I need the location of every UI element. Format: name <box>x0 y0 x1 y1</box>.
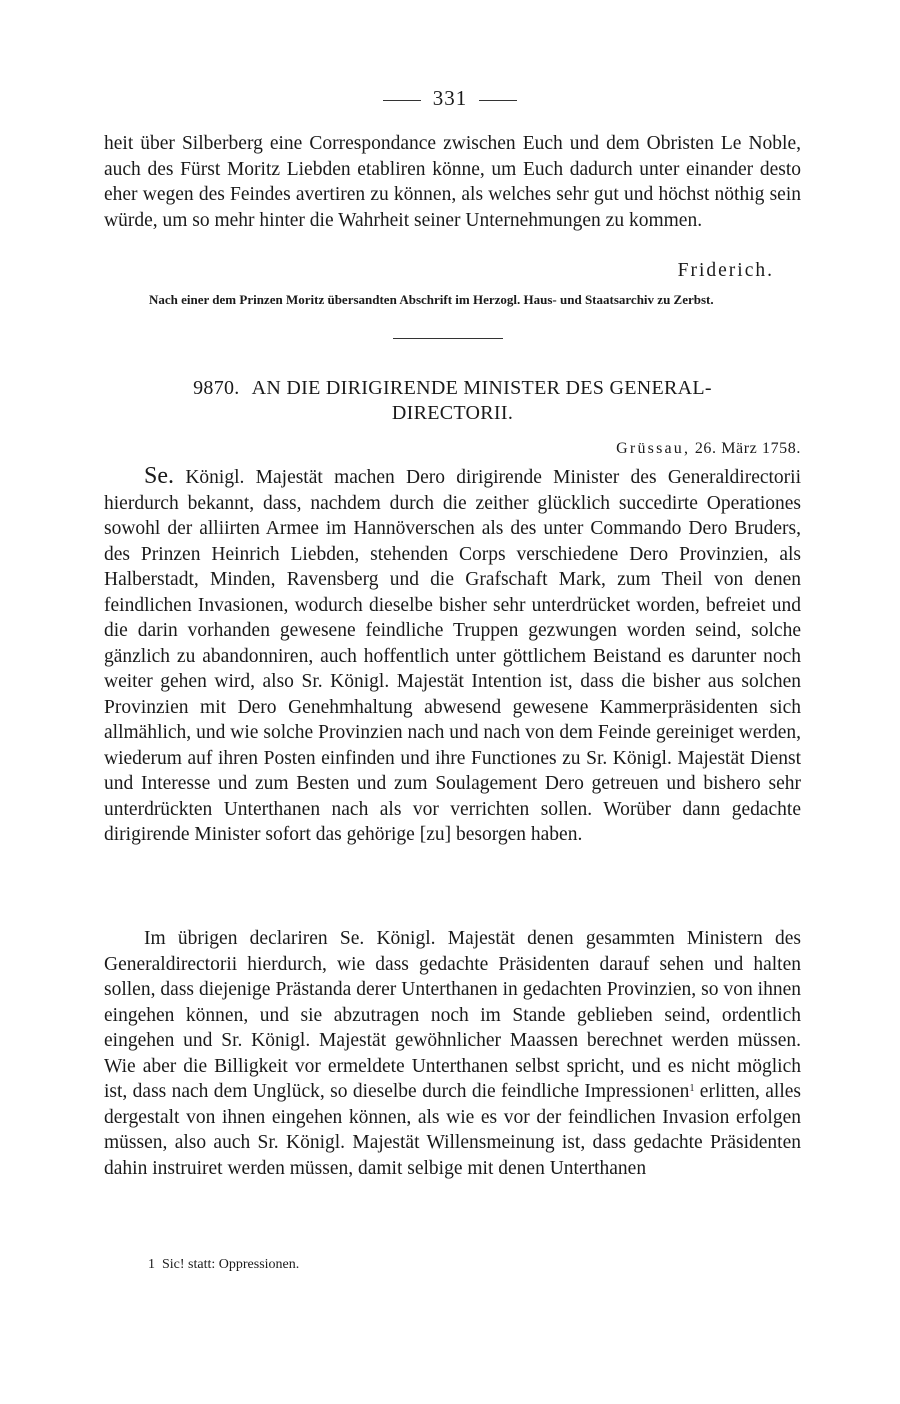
signature: Friderich. <box>677 260 774 281</box>
letter-paragraph-1 <box>104 464 801 848</box>
footnote-text: Sic! statt: Oppressionen. <box>162 1257 300 1272</box>
section-divider <box>393 338 503 339</box>
letter-heading <box>104 376 801 426</box>
letter-body-1 <box>104 464 801 848</box>
letter-title-line1: AN DIE DIRIGIRENDE MINISTER DES GENERAL- <box>251 377 712 399</box>
intro-paragraph: heit über Silberberg eine Correspondance zwischen Euch und dem Obristen Le Noble, auch des Fürst Moritz Liebden etabliren könne, um Euch dadurch unter einander desto eher wegen des Feindes avertiren zu können, als welches sehr gut und höchst nöthig sein würde, um so mehr hinter die Wahrheit seiner Unternehmungen zu kommen. <box>104 133 801 231</box>
footnote <box>148 1257 299 1273</box>
header-dash-right <box>479 100 517 101</box>
footnote-reference: 1 <box>689 1083 695 1094</box>
paragraph-opening: Se. <box>144 463 174 489</box>
paragraph-1-text: Königl. Majestät machen Dero dirigirende Minister des Generaldirectorii hierdurch bekannt, dass, nachdem durch die zeither glücklich succedirte Operationes sowohl der alliirten Armee im Hannöverschen als des unter Commando Dero Bruders, des Prinzen Heinrich Liebden, stehenden Corps verschiedene Dero Provinzien, als Halberstadt, Minden, Ravensberg und die Grafschaft Mark, zum Theil von denen feindlichen Invasionen, wodurch dieselbe bisher sehr unterdrücket worden, befreiet und die darin vorhanden gewesene feindliche Truppen gezwungen worden seind, solche gänzlich zu abandonniren, auch hoffentlich unter göttlichem Beistand es darunter noch weiter gehen wird, also Sr. Königl. Majestät Intention ist, dass die bisher aus solchen Provinzien mit Dero Genehmhaltung abwesend gewesene Kammerpräsidenten sich allmählich, und wie solche Provinzien nach und nach von dem Feinde gereiniget werden, wiederum auf ihren Posten einfinden und ihre Functiones zu Sr. Königl. Majestät Dienst und Interesse und zum Besten und zum Soulagement Dero getreuen und bishero sehr unterdrückten Unterthanen nach als vor verrichten sollen. Worüber dann gedachte dirigirende Minister sofort das gehörige [zu] besorgen haben. <box>104 467 802 845</box>
header-dash-left <box>383 100 421 101</box>
letter-title-line2: DIRECTORII. <box>391 402 514 424</box>
letter-heading-line1 <box>104 376 801 401</box>
letter-number: 9870. <box>193 377 240 399</box>
page-number: 331 <box>432 86 468 110</box>
dateline <box>104 440 801 458</box>
date-day: 26. März 1758. <box>694 440 801 457</box>
paragraph-2-text-a: Im übrigen declariren Se. Königl. Majestät denen gesammten Ministern des Generaldirectorii hierdurch, wie dass gedachte Präsidenten darauf sehen und halten sollen, dass diejenige Prästanda derer Unterthanen in gedachten Provinzien, so von ihnen eingehen können, und sie abzutragen noch im Stande geblieben seind, ordentlich eingehen und Sr. Königl. Majestät gewöhnlicher Maassen berechnet werden müssen. Wie aber die Billigkeit vor ermeldete Unterthanen selbst spricht, und es nicht möglich ist, dass nach dem Unglück, so dieselbe durch die feindliche Impressionen <box>104 928 801 1102</box>
date-place: Grüssau, <box>616 440 691 457</box>
letter-body-2 <box>104 926 801 1181</box>
source-note: Nach einer dem Prinzen Moritz übersandten Abschrift im Herzogl. Haus- und Staatsarchiv zu Zerbst. <box>149 292 714 307</box>
footnote-mark: 1 <box>148 1257 155 1272</box>
page-header <box>0 86 900 111</box>
paragraph-2-text-b: erlitten, alles dergestalt von ihnen eingehen können, als wie es vor der feindlichen Invasion erfolgen müssen, also auch Sr. Königl. Majestät Willensmeinung ist, dass gedachte Präsidenten dahin instruiret werden müssen, damit selbige mit denen Unterthanen <box>104 1081 802 1179</box>
letter-paragraph-2 <box>104 926 801 1181</box>
intro-block <box>104 131 801 233</box>
